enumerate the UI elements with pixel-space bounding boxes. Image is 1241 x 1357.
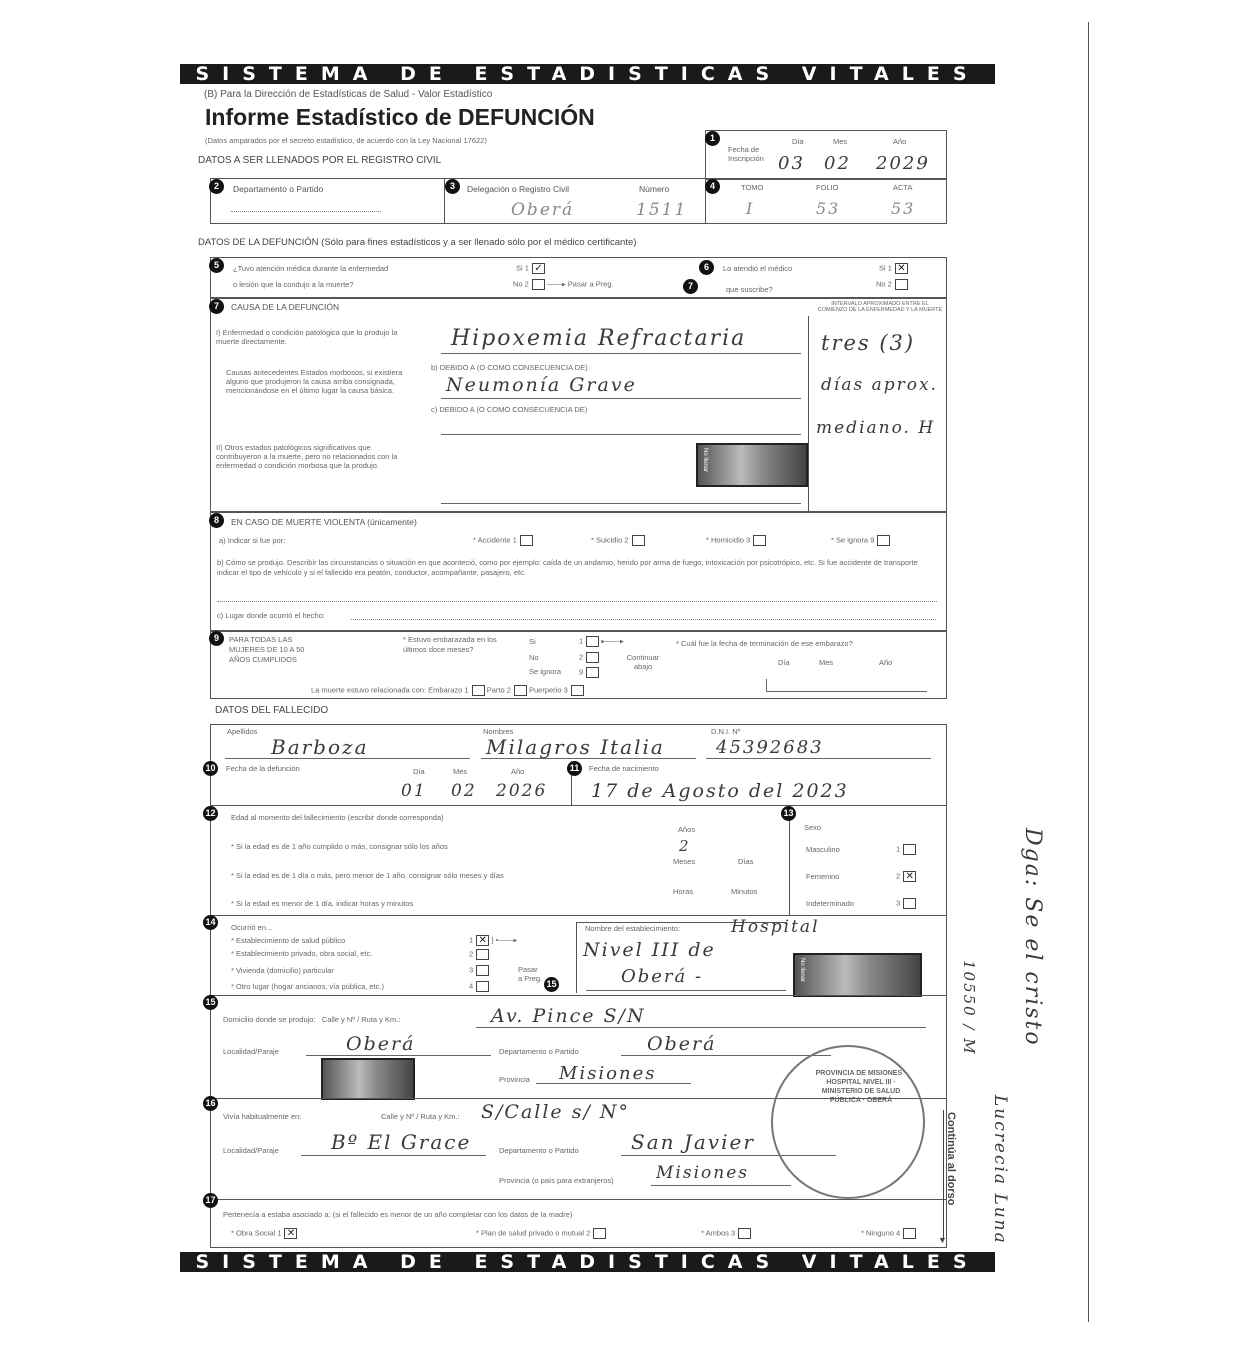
no-llenar-label: No llenar [799,958,805,983]
department-label: Departamento o Partido [499,1146,579,1155]
margin-handwritten-note: Dga: Se el cristo [1020,828,1045,1047]
question-number: 15 [203,995,218,1010]
q6-yes-checkbox[interactable]: ✕ [895,263,908,274]
street-label: Calle y Nº / Ruta y Km.: [321,1015,401,1024]
form-title: Informe Estadístico de DEFUNCIÓN [205,104,595,130]
private-plan-label: * Plan de salud privado o mutual 2 [476,1228,591,1238]
doctor-signature: Lucrecia Luna [990,1095,1010,1245]
parto-label: Parto 2 [486,685,511,695]
q5-yes-label: Si 1 [516,263,529,273]
pregnancy-box [210,630,947,699]
number-label: Número [639,184,670,194]
department-label: Departamento o Partido [499,1047,579,1056]
private-facility-checkbox[interactable] [476,949,489,960]
debido-b-label: b) DEBIDO A (O COMO CONSECUENCIA DE) [431,363,588,372]
private-plan-checkbox[interactable] [593,1228,606,1239]
question-number: 9 [209,631,224,646]
q6-no-label: No 2 [876,279,892,289]
birth-date-value[interactable]: 17 de Agosto del 2023 [591,780,849,802]
sex-label: Sexo [804,823,822,832]
inscription-date-label: Fecha de Inscripción [728,145,764,163]
obra-social-label: * Obra Social 1 [231,1228,282,1238]
registry-number[interactable]: 1511 [636,200,688,220]
death-month[interactable]: 02 [451,781,477,801]
embarazo-checkbox[interactable] [472,685,485,696]
facility-name-value[interactable]: Oberá - [621,966,704,987]
home-checkbox[interactable] [476,965,489,976]
public-facility-label: * Establecimiento de salud público [231,936,346,945]
antecedent-label: Causas antecedentes Estados morbosos, si existiera alguno que produjeron la causa arriba consignada, mencionándose en el último lugar la causa básica. [226,368,403,395]
female-label: Femenino [806,872,840,881]
no-llenar-label: No llenar [702,448,708,473]
interval-value[interactable]: mediano. H [816,418,936,438]
other-place-checkbox[interactable] [476,981,489,992]
surname-label: Apellidos [227,727,258,736]
inscription-day[interactable]: 03 [778,153,805,174]
tomo-label: TOMO [741,183,764,192]
question-number: 11 [567,761,582,776]
inscription-year[interactable]: 2029 [876,153,930,174]
age-label: Edad al momento del fallecimiento (escribir donde corresponda) [231,813,444,822]
province-label: Provincia (o país para extranjeros) [499,1176,614,1185]
code: 3 [469,965,474,975]
cause-of-death-box [210,297,947,512]
indeterminate-label: Indeterminado [806,899,854,908]
obra-social-checkbox[interactable]: ✕ [284,1228,297,1239]
folio-value[interactable]: 53 [816,199,841,218]
year-label: Año [511,767,525,776]
pregnant-unknown-label: Se ignora [529,667,562,676]
province-value[interactable]: Misiones [559,1063,657,1084]
violent-heading: EN CASO DE MUERTE VIOLENTA (únicamente) [231,517,417,527]
residence-province-value[interactable]: Misiones [656,1163,749,1183]
q5-label: ¿Tuvo atención médica durante la enfermedad [233,264,389,273]
question-number: 12 [203,806,218,821]
cause-i-label: I) Enfermedad o condición patológica que lo produjo la muerte directamente. [216,328,398,346]
locality-value[interactable]: Oberá [346,1033,416,1055]
arrow-icon: ——▸ [546,279,566,289]
arrow-icon: •——▸ [495,935,518,945]
inscription-date-box [705,130,947,180]
pregnancy-heading: PARA TODAS LAS MUJERES DE 10 A 50 AÑOS CUMPLIDOS [229,635,305,664]
death-day[interactable]: 01 [401,781,427,801]
other-place-label: * Otro lugar (hogar ancianos, vía pública, etc.) [231,982,384,991]
question-number: 2 [209,179,224,194]
related-label: La muerte estuvo relacionada con: [311,685,427,695]
unknown-checkbox[interactable] [877,535,890,546]
private-facility-label: * Establecimiento privado, obra social, etc. [231,949,373,958]
pregnant-no-checkbox[interactable] [586,652,599,663]
q5-no-label: No 2 [513,279,529,289]
cause-ii-label: II) Otros estados patológicos significativos que contribuyeron a la muerte, pero no relacionados con la enfermedad o condición morbosa que la produjo. [216,443,398,470]
q6-no-checkbox[interactable] [895,279,908,290]
code: 1 [896,844,901,854]
accident-checkbox[interactable] [520,535,533,546]
violent-c-field[interactable] [351,619,936,620]
month-label: Mes [453,767,468,776]
facility-name-label: Nombre del establecimiento: [585,924,681,933]
domicile-label: Domicilio donde se produjo: [223,1015,316,1024]
parto-checkbox[interactable] [514,685,527,696]
residence-street-value[interactable]: S/Calle s/ N° [481,1101,631,1123]
names-label: Nombres [483,727,514,736]
code: 2 [896,871,901,881]
q6-label: que suscribe? [726,285,773,294]
code: 9 [579,667,584,677]
fallecido-heading: DATOS DEL FALLECIDO [215,705,329,716]
insurance-label: Pertenecía a estaba asociado a: (si el fallecido es menor de un año completar con los datos de la madre) [223,1210,573,1219]
interval-label: INTERVALO APROXIMADO ENTRE EL COMIENZO DE LA ENFERMEDAD Y LA MUERTE [817,301,943,313]
homicide-label: * Homicidio 3 [706,535,751,545]
inscription-month[interactable]: 02 [824,153,851,174]
day-label: Día [778,658,790,667]
arrow-head-icon: ▼ [938,1235,947,1245]
registry-value[interactable]: Oberá [511,200,575,220]
dni-label: D.N.I. Nº [711,727,741,736]
no-llenar-block [321,1058,415,1100]
month-label: Mes [819,658,834,667]
minutes-label: Minutos [731,887,758,896]
debido-c-label: c) DEBIDO A (O COMO CONSECUENCIA DE) [431,405,588,414]
question-number: 7 [209,299,224,314]
code: 2 [579,652,584,662]
no-llenar-block [696,443,808,487]
question-number: 14 [203,915,218,930]
continue-overleaf: Continúa al dorso [945,1112,957,1206]
public-facility-checkbox[interactable]: ✕ [476,935,489,946]
interval-value[interactable]: tres (3) [821,331,916,355]
residence-locality-value[interactable]: Bº El Grace [331,1130,472,1154]
question-number: 13 [781,806,796,821]
violent-death-box [210,512,947,632]
birth-date-label: Fecha de nacimiento [589,764,659,773]
cause-a-value[interactable]: Hipoxemia Refractaria [451,326,747,351]
registry-row [210,178,947,224]
question-number: 4 [705,179,720,194]
tomo-value[interactable]: I [746,199,755,218]
pregnant-yes-checkbox[interactable] [586,636,599,647]
male-checkbox[interactable] [903,844,916,855]
no-llenar-block [793,953,922,997]
day-label: Día [413,767,425,776]
both-label: * Ambos 3 [701,1228,736,1238]
q5-skip: Pasar a Preg. [567,279,614,289]
province-label: Provincia [499,1075,530,1084]
pregnant-unknown-checkbox[interactable] [586,667,599,678]
related-row [311,685,584,696]
residence-label: Vivía habitualmente en: [223,1112,302,1121]
department-value[interactable]: Oberá [647,1033,717,1055]
continue-below: Continuar abajo [626,653,660,671]
residence-department-value[interactable]: San Javier [631,1130,755,1154]
age-years-value[interactable]: 2 [679,837,691,855]
question-number: 15 [544,977,559,992]
homicide-checkbox[interactable] [753,535,766,546]
violent-b-label: b) Cómo se produjo. Describir las circunstancias o situación en que aconteció, como por ejemplo: caída de un andamio, herido por arma de fuego, intoxicación por psicotrópico, etc. Si fue accidente de transporte indicar el tipo de vehículo y si el fallecido era peatón, conductor, acompañante, pasajero, etc. [217,558,918,577]
interval-value[interactable]: días aprox. [821,375,938,395]
question-number: 3 [445,179,460,194]
pregnancy-question: * Estuvo embarazada en los últimos doce meses? [403,635,497,654]
street-label: Calle y Nº / Ruta y Km.: [381,1112,460,1121]
skip-label: Pasar a Preg. [518,965,543,983]
years-label: Años [678,825,696,834]
home-label: * Vivienda (domicilio) particular [231,966,334,975]
age-rule-hours: * Si la edad es menor de 1 día, indicar horas y minutos [231,899,414,908]
arrow-icon: ▸——▸ [601,636,624,646]
stamp-text: PROVINCIA DE MISIONES · HOSPITAL NIVEL III · MINISTERIO DE SALUD PÚBLICA · OBERÁ [815,1070,907,1104]
puerperio-checkbox[interactable] [571,685,584,696]
facility-name-value[interactable]: Nivel III de [583,939,716,961]
hospital-stamp [771,1045,925,1199]
accident-label: * Accidente 1 [473,535,517,545]
names-value[interactable]: Milagros Italia [486,735,665,759]
department-label: Departamento o Partido [233,184,324,194]
hours-label: Horas [673,887,694,896]
death-year[interactable]: 2026 [496,781,548,801]
q6-yes-label: Si 1 [879,263,892,273]
age-rule-months: * Si la edad es de 1 día o más, pero menor de 1 año, consignar sólo meses y días [231,871,504,880]
pregnancy-end-question: * Cuál fue la fecha de terminación de ese embarazo? [676,639,853,648]
cause-heading: CAUSA DE LA DEFUNCIÓN [231,302,340,312]
day-label: Día [792,137,804,146]
legal-note: (Datos amparados por el secreto estadístico, de acuerdo con la Ley Nacional 17622) [205,136,487,145]
code: 4 [469,981,474,991]
code: 1 [469,935,474,945]
suicide-label: * Suicidio 2 [591,535,629,545]
question-number: 6 [699,260,714,275]
facility-name-value[interactable]: Hospital [731,917,820,937]
locality-label: Localidad/Paraje [223,1146,279,1155]
question-number: 1 [705,131,720,146]
question-number: 8 [209,513,224,528]
violent-b-field[interactable] [217,601,937,602]
both-checkbox[interactable] [738,1228,751,1239]
none-checkbox[interactable] [903,1228,916,1239]
margin-number: 10550 / M [960,960,978,1056]
none-label: * Ninguno 4 [861,1228,901,1238]
arrow-down-icon [943,1110,944,1240]
locality-label: Localidad/Paraje [223,1047,279,1056]
subtitle: (B) Para la Dirección de Estadísticas de Salud - Valor Estadístico [204,89,493,100]
pregnant-no-label: No [529,653,539,662]
month-label: Mes [833,137,848,146]
registro-heading: DATOS A SER LLENADOS POR EL REGISTRO CIVIL [198,155,442,166]
defuncion-heading: DATOS DE LA DEFUNCIÓN (Sólo para fines estadísticos y a ser llenado sólo por el médico certificante) [198,237,637,248]
puerperio-label: Puerperio 3 [528,685,568,695]
unknown-label: * Se ignora 9 [831,535,875,545]
violent-c-label: c) Lugar donde ocurrió el hecho: [217,611,325,620]
registry-label: Delegación o Registro Civil [467,184,570,194]
pregnant-yes-label: Si [529,637,536,646]
violent-a-label: a) Indicar si fue por: [219,536,286,545]
code: 2 [469,949,474,959]
embarazo-label: Embarazo 1 [428,685,469,695]
acta-value[interactable]: 53 [891,199,916,218]
code: 3 [896,898,901,908]
bottom-banner: SISTEMA DE ESTADISTICAS VITALES [180,1252,995,1272]
question-number: 10 [203,761,218,776]
suicide-checkbox[interactable] [632,535,645,546]
year-label: Año [893,137,907,146]
page-edge [1088,22,1089,1322]
surname-value[interactable]: Barboza [271,735,369,759]
top-banner: SISTEMA DE ESTADISTICAS VITALES [180,64,995,84]
acta-label: ACTA [893,183,913,192]
deceased-box: Apellidos Barboza Nombres Milagros Italia D.N.I. Nº 45392683 10 Fecha de la defunción Día Mes Año 01 02 2026 11 Fecha de nacimiento 17 de Agosto del 2023 12 Edad al momento del fallecimiento (escribir donde corresponda) * Si la edad es de 1 año cumplido o más, consignar sólo los años * Si la edad es de 1 día o más, pero menor de 1 año, consignar sólo meses y días * Si la edad es menor de 1 día, indicar horas y minutos Años 2 Meses Días Horas Minutos 13 Sexo Masculino 1 Femenino 2 ✕ Indeterminado 3 14 Ocurrió en... * Establecimiento de salud público * Establecimiento privado, obra social, etc. * Vivienda (domicilio) particular * Otro lugar (hogar ancianos, vía pública, etc.) 1 ✕ } •——▸ 2 3 4 Pasar a Preg. 15 Nombre del establecimiento: Hospital Nivel III de Oberá - No llenar 15 Domicilio donde se produjo: Calle y Nº / Ruta y Km.: Av. Pince S/N Localidad/Paraje Oberá Departamento o Partido Oberá Provincia Misiones 16 Vivía habitualmente en: Calle y Nº / Ruta y Km.: S/Calle s/ N° Localidad/Paraje Bº El Grace Departamento o Partido San Javier Provincia (o país para extranjeros) Misiones 17 Pertenecía a estaba asociado a: (si el fallecido es menor de un año completar con los datos de la madre) * Obra Social 1 ✕ * Plan de salud privado o mutual 2 * Ambos 3 * Ninguno 4 PROVINCIA DE MISIONES · HOSPITAL NIVEL III · MINISTERIO DE SALUD PÚBLICA · OBERÁ [210,724,947,1248]
age-rule-years: * Si la edad es de 1 año cumplido o más, consignar sólo los años [231,842,448,851]
q5-no-checkbox[interactable] [532,279,545,290]
dni-value[interactable]: 45392683 [716,737,824,758]
folio-label: FOLIO [816,183,839,192]
question-number: 17 [203,1193,218,1208]
male-label: Masculino [806,845,840,854]
months-label: Meses [673,857,696,866]
q5-yes-checkbox[interactable]: ✓ [532,263,545,274]
occurred-label: Ocurrió en... [231,923,273,932]
q6-label: Lo atendió el médico [723,264,793,273]
days-label: Días [738,857,754,866]
indeterminate-checkbox[interactable] [903,898,916,909]
medical-attention-box [210,257,947,299]
question-number: 5 [209,258,224,273]
question-number: 7 [683,279,698,294]
code: 1 [579,636,584,646]
cause-b-value[interactable]: Neumonía Grave [446,374,637,396]
question-number: 16 [203,1096,218,1111]
female-checkbox[interactable]: ✕ [903,871,916,882]
q5-label: o lesión que la condujo a la muerte? [233,280,354,289]
pregnancy-end-date-field[interactable] [766,679,927,692]
street-value[interactable]: Av. Pince S/N [491,1005,646,1027]
death-date-label: Fecha de la defunción [226,764,300,773]
year-label: Año [879,658,893,667]
